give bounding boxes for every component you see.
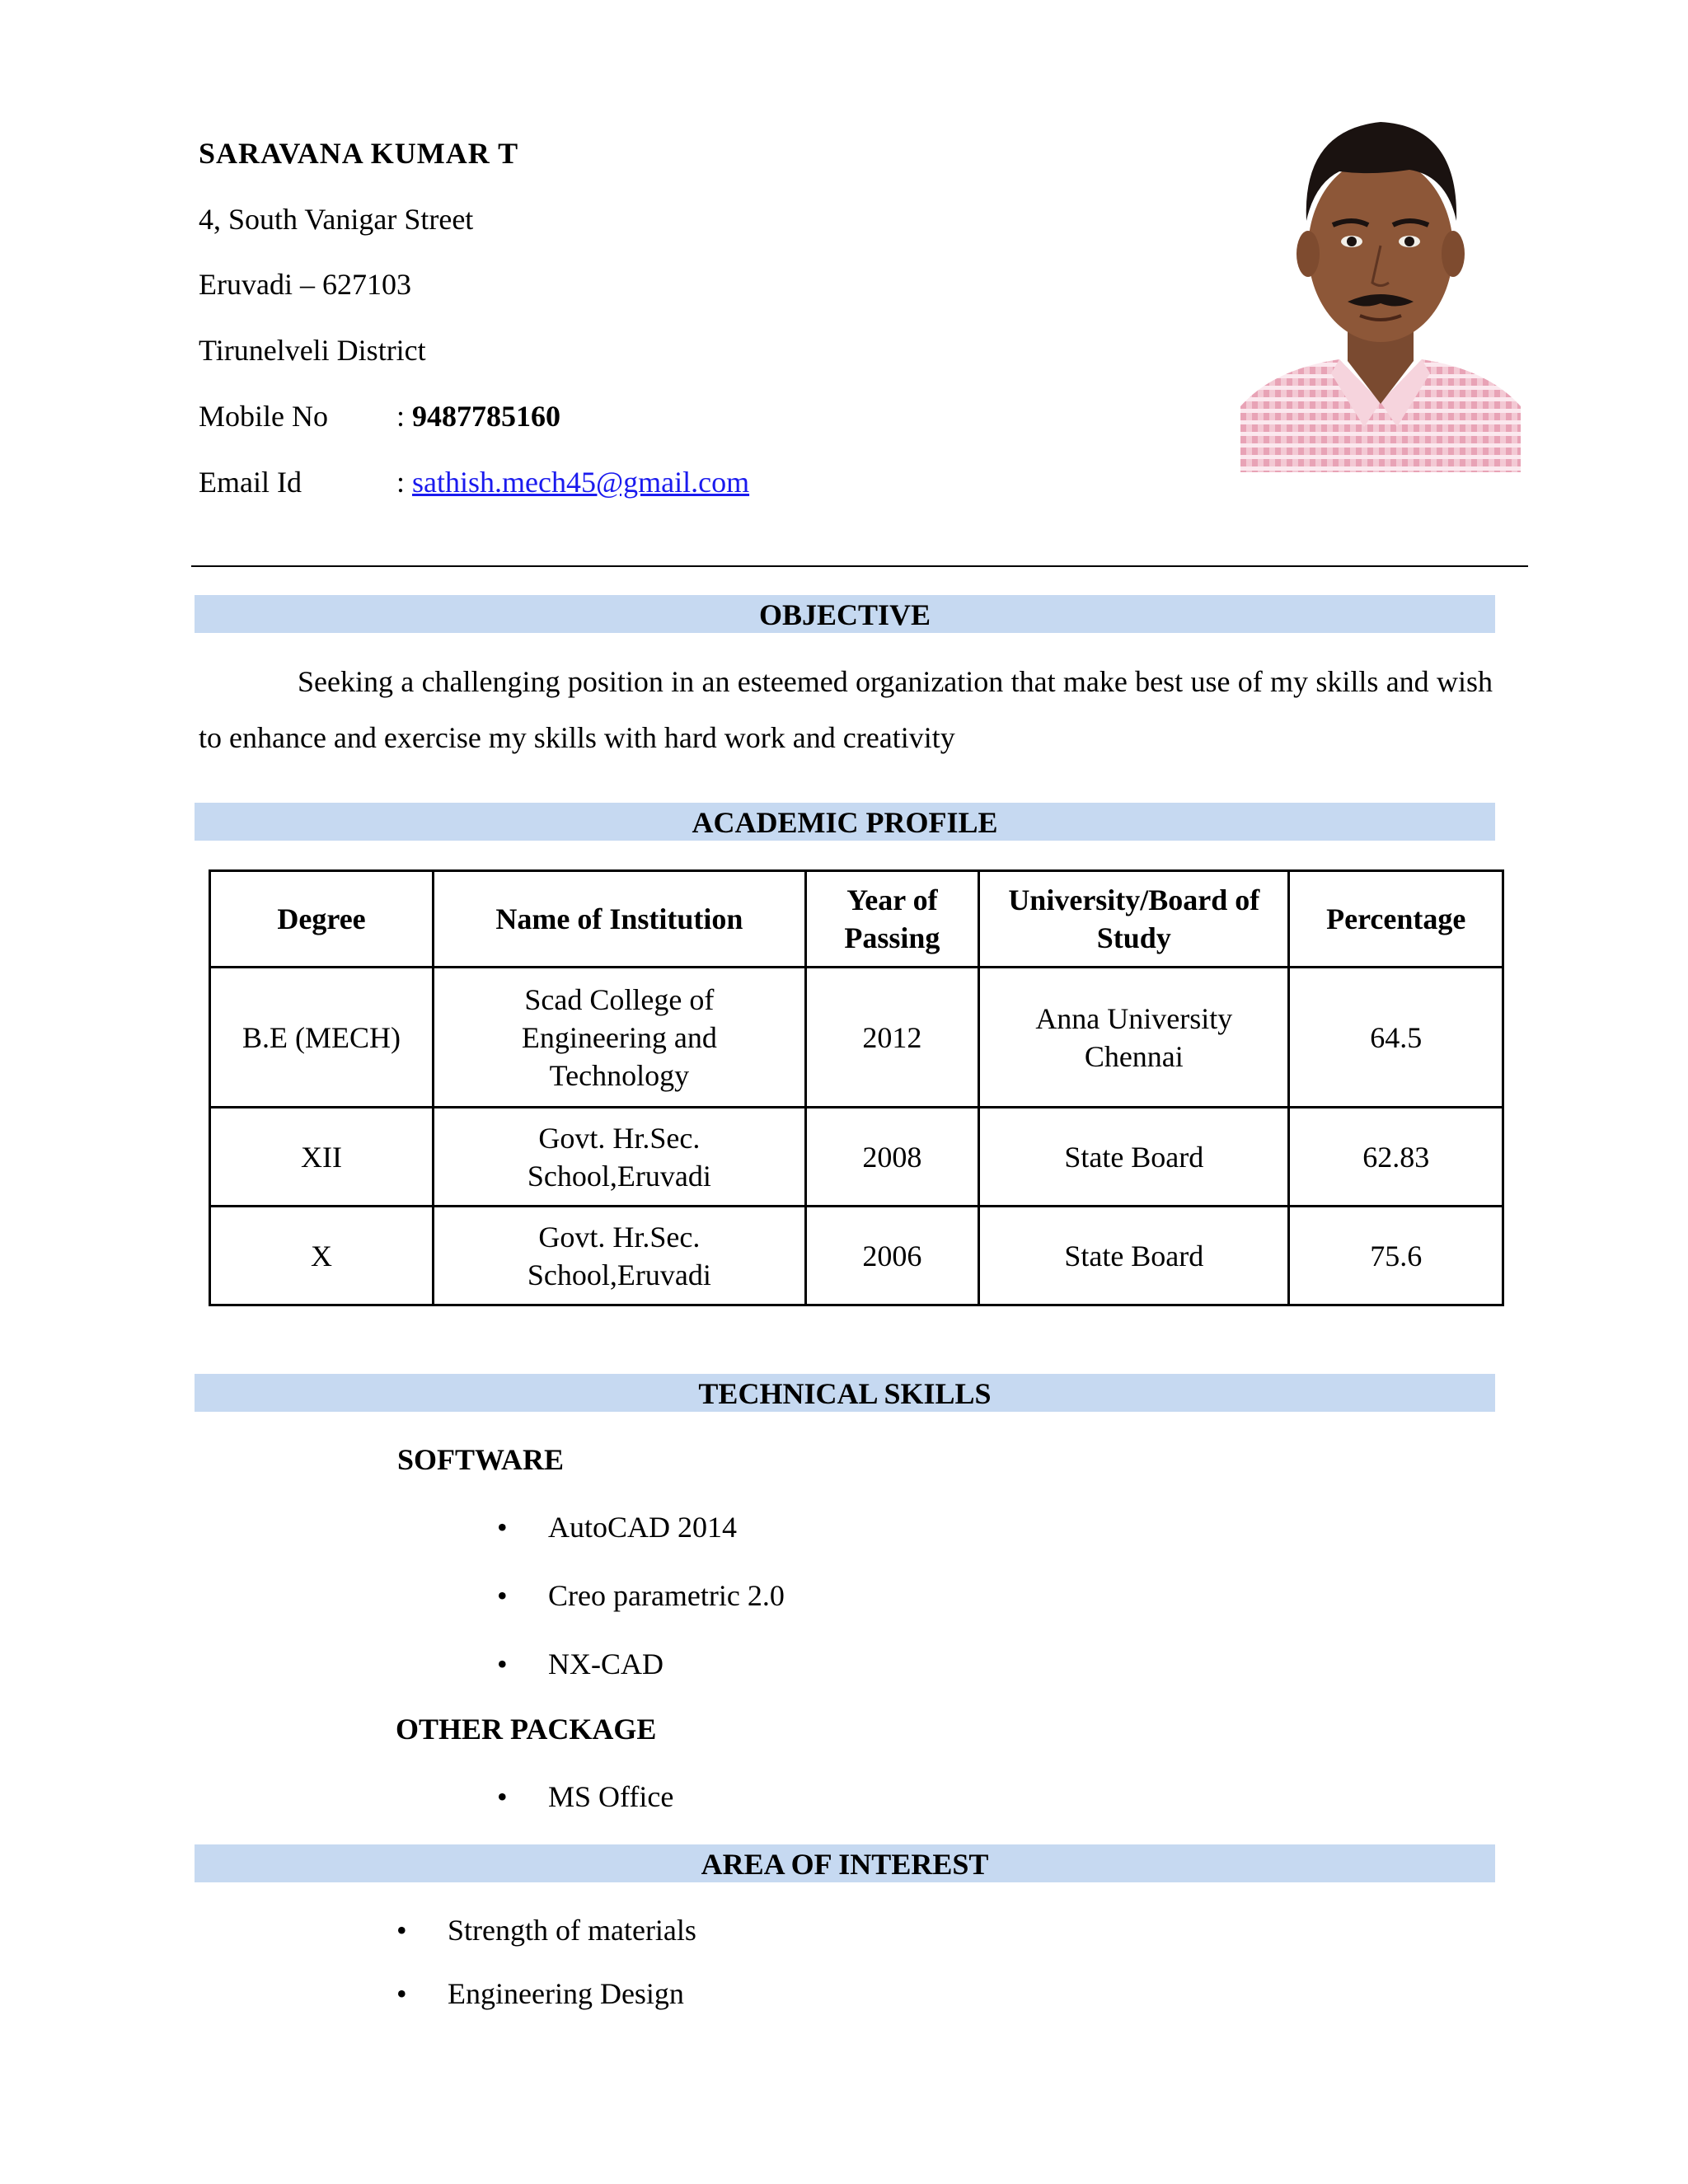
list-item	[396, 1913, 696, 1947]
software-label: SOFTWARE	[397, 1443, 565, 1476]
other-item-label: MS Office	[548, 1780, 674, 1813]
table-cell: Govt. Hr.Sec. School,Eruvadi	[434, 1207, 806, 1305]
address-line-1: 4, South Vanigar Street	[199, 203, 474, 236]
other-package-label: OTHER PACKAGE	[396, 1713, 657, 1746]
mobile-row	[199, 399, 560, 434]
table-cell: X	[210, 1207, 434, 1305]
table-row	[210, 1108, 1503, 1207]
table-cell: 75.6	[1289, 1207, 1503, 1305]
bullet-icon: •	[497, 1511, 508, 1544]
table-cell: Anna University Chennai	[979, 968, 1289, 1108]
profile-photo	[1240, 97, 1521, 472]
col-header-institution: Name of Institution	[434, 871, 806, 968]
col-header-university: University/Board of Study	[979, 871, 1289, 968]
table-cell: 2006	[805, 1207, 978, 1305]
email-link[interactable]: sathish.mech45@gmail.com	[412, 466, 750, 499]
bullet-icon: •	[497, 1647, 508, 1680]
technical-skills-heading: TECHNICAL SKILLS	[195, 1374, 1495, 1412]
table-cell: 2008	[805, 1108, 978, 1207]
list-item	[396, 1976, 684, 2011]
software-item-label: Creo parametric 2.0	[548, 1579, 785, 1612]
mobile-number: 9487785160	[412, 400, 561, 433]
table-cell: State Board	[979, 1108, 1289, 1207]
table-cell: 62.83	[1289, 1108, 1503, 1207]
address-line-3: Tirunelveli District	[199, 334, 426, 367]
table-cell: XII	[210, 1108, 434, 1207]
list-item	[497, 1510, 738, 1544]
table-cell: Govt. Hr.Sec. School,Eruvadi	[434, 1108, 806, 1207]
col-header-degree: Degree	[210, 871, 434, 968]
area-of-interest-heading: AREA OF INTEREST	[195, 1844, 1495, 1882]
table-cell: B.E (MECH)	[210, 968, 434, 1108]
software-item-label: NX-CAD	[548, 1647, 663, 1680]
bullet-icon: •	[497, 1780, 508, 1813]
interest-item-label: Engineering Design	[448, 1977, 684, 2010]
table-header-row	[210, 871, 1503, 968]
bullet-icon: •	[396, 1977, 407, 2010]
header-divider	[191, 565, 1528, 567]
table-cell: State Board	[979, 1207, 1289, 1305]
bullet-icon: •	[497, 1579, 508, 1612]
list-item	[497, 1779, 674, 1814]
objective-text: Seeking a challenging position in an esteemed organization that make best use of my skills and wish to enhance and exercise my skills with hard work and creativity	[199, 665, 1493, 754]
table-row	[210, 968, 1503, 1108]
col-header-year: Year of Passing	[805, 871, 978, 968]
candidate-name: SARAVANA KUMAR T	[199, 137, 519, 170]
table-cell: 2012	[805, 968, 978, 1108]
email-separator: :	[396, 466, 413, 499]
objective-heading: OBJECTIVE	[195, 595, 1495, 633]
mobile-label: Mobile No	[199, 400, 328, 433]
list-item	[497, 1647, 663, 1681]
interest-item-label: Strength of materials	[448, 1914, 696, 1947]
address-line-2: Eruvadi – 627103	[199, 268, 411, 301]
bullet-icon: •	[396, 1914, 407, 1947]
col-header-percentage: Percentage	[1289, 871, 1503, 968]
table-cell: Scad College of Engineering and Technology	[434, 968, 806, 1108]
table-row	[210, 1207, 1503, 1305]
mobile-separator: :	[396, 400, 413, 433]
list-item	[497, 1578, 785, 1613]
email-label: Email Id	[199, 466, 302, 499]
email-row	[199, 465, 749, 499]
academic-table	[209, 869, 1504, 1306]
software-item-label: AutoCAD 2014	[548, 1511, 738, 1544]
table-cell: 64.5	[1289, 968, 1503, 1108]
academic-heading: ACADEMIC PROFILE	[195, 803, 1495, 841]
